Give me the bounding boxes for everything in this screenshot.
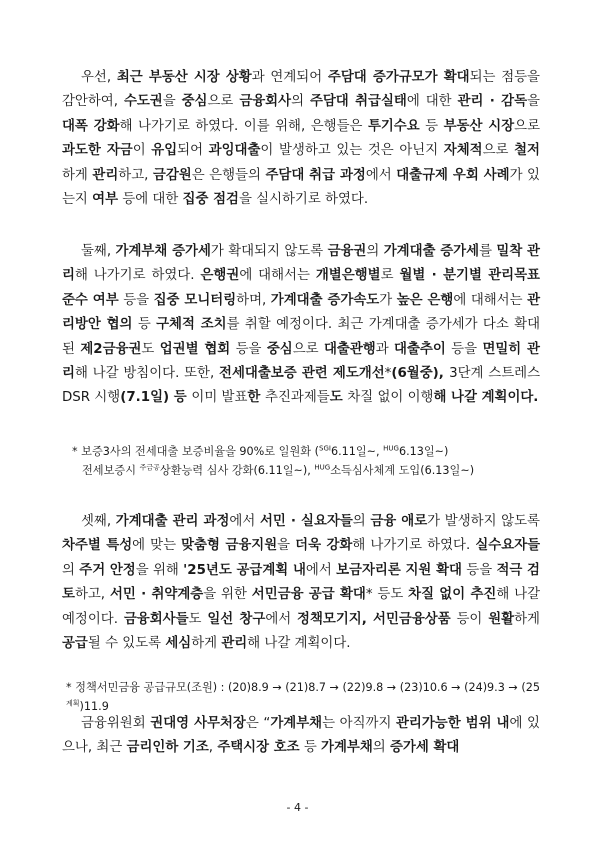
body-text: 해 나갈 예정이다. [62, 587, 541, 627]
body-text: 으로 [207, 94, 240, 110]
body-text: 이미 발표 [191, 390, 248, 406]
body-text: 이 발생하고 있는 것은 아닌지 [260, 143, 444, 159]
body-text: 가 발생하지 않도록 [427, 514, 540, 529]
body-text: 하게 [514, 611, 540, 627]
emphasis-text: 대출추이 [394, 341, 446, 357]
body-text: 의 [372, 740, 390, 756]
emphasis-text: 은행권 [200, 268, 240, 284]
body-text: 의 [62, 562, 80, 578]
emphasis-text: 정책모기지, 서민금융상품 [297, 611, 451, 627]
body-text: 으로 [482, 143, 515, 159]
footnote-line-1: * 보증3사의 전세대출 보증비율을 90%로 일원화 ($^{SGI}$6.11일~, $^{HUG}$6.13일~) [72, 444, 449, 458]
emphasis-text: 금융권 [327, 244, 367, 259]
body-text: 추진과제들 [265, 390, 330, 406]
body-text: 에 대한 [406, 94, 458, 110]
emphasis-text: 금융회사 [239, 94, 292, 110]
body-text: 은 “ [245, 716, 271, 731]
body-text: 도 [141, 341, 160, 357]
body-text: 등 [419, 118, 444, 134]
body-text: 를 취할 예정이다. 최근 가계대출 증가세가 다소 확대된 [62, 317, 541, 357]
body-text: 의 [291, 94, 310, 110]
emphasis-text: 주담대 취급실태 [309, 94, 407, 110]
body-text: 해 나가기로 하였다. 이를 위해, 은행들은 [119, 118, 368, 134]
emphasis-text: 중심 [266, 341, 293, 357]
emphasis-text: 주택시장 호조 [217, 740, 300, 756]
emphasis-text: 맞춤형 금융지원 [181, 538, 278, 554]
emphasis-text: 대출관행 [323, 341, 376, 357]
body-text: 에서 [229, 514, 260, 529]
emphasis-text: (6월중), [391, 366, 450, 382]
emphasis-text: 주담대 증가규모가 확대 [327, 70, 470, 85]
emphasis-text: 과잉대출 [208, 143, 261, 159]
body-text: 해 나갈 방침이다. 또한, [74, 366, 220, 382]
body-text: 하게 [62, 167, 93, 183]
emphasis-text: 한 [247, 390, 266, 406]
emphasis-text: 구체적 조치 [156, 317, 227, 333]
footnote-jeonse-guarantee [72, 442, 542, 480]
body-text: 등을 [230, 341, 267, 357]
emphasis-text: 금감원 [152, 167, 192, 183]
emphasis-text: 원활 [488, 611, 515, 627]
emphasis-text: 대출규제 우회 사례 [396, 167, 510, 183]
emphasis-text: 개별은행별 [315, 268, 381, 284]
body-text: 을 [277, 538, 296, 554]
body-text: 는 아직까지 [322, 716, 396, 731]
body-text: 으로 [292, 341, 324, 357]
emphasis-text: 주거 안정 [79, 562, 136, 578]
emphasis-text: 해 나갈 계획이다. [433, 390, 539, 406]
emphasis-text: 가계대출 관리 과정 [115, 514, 230, 529]
emphasis-text: 밀착 관리 [62, 244, 540, 284]
emphasis-text: 집중 모니터링 [153, 292, 237, 308]
body-text: 해 나가기로 하였다. [74, 268, 201, 284]
emphasis-text: 서민 · 취약계층 [109, 587, 204, 603]
emphasis-text: 월별 · 분기별 관리목표 준수 여부 [62, 268, 540, 308]
emphasis-text: 업권별 협회 [159, 341, 231, 357]
body-text: 에서 [365, 167, 397, 183]
body-text: 을 [162, 94, 182, 110]
emphasis-text: 과도한 자금 [62, 143, 133, 159]
body-text: 해 나가기로 하였다. [352, 538, 476, 554]
body-text: 으로 [514, 118, 541, 134]
emphasis-text: 공급 [62, 636, 88, 652]
emphasis-text: 관리 [92, 167, 119, 183]
body-text: * 등도 [365, 587, 409, 603]
body-text: 을 위한 [203, 587, 252, 603]
body-text: 되어 [177, 143, 209, 159]
body-text: 되는 점등을 감안하여, [62, 70, 540, 110]
body-text: 등에 대한 [118, 192, 183, 208]
emphasis-text: 차주별 특성 [62, 538, 133, 554]
body-text: 로 [380, 268, 400, 284]
emphasis-text: 더욱 강화 [295, 538, 353, 554]
emphasis-text: 가계부채 [270, 716, 323, 731]
body-text: 등 [299, 740, 322, 756]
body-text: 등을 [118, 292, 154, 308]
emphasis-text: 면밀히 관리 [62, 341, 540, 382]
body-text: 가 [379, 292, 397, 308]
body-text: 하며, [236, 292, 271, 308]
body-text: 에 있으나, 최근 [62, 716, 540, 756]
emphasis-text: 가계대출 증가세 [383, 244, 480, 259]
emphasis-text: 증가세 확대 [390, 740, 460, 756]
emphasis-text: 높은 은행 [396, 292, 454, 308]
footnote-policy-finance: * 정책서민금융 공급규모(조원) : $(20)8.9 \to (21)8.7 \to (22)9.8 \to (23)10.6 \to (24)9.3 \to (25^{계획})11.9$ [66, 681, 540, 713]
body-text: 가 있는지 [62, 167, 540, 208]
body-text: 의 [352, 514, 371, 529]
emphasis-text: 가계대출 증가속도 [270, 292, 380, 308]
body-text: 이 [132, 143, 152, 159]
emphasis-text: 수도권 [123, 94, 163, 110]
emphasis-text: 서민금융 공급 확대 [251, 587, 366, 603]
emphasis-text: 자체적 [443, 143, 483, 159]
emphasis-text: 여부 [92, 192, 119, 208]
body-text: 과 연계되어 [251, 70, 328, 85]
emphasis-text: 관리 [221, 636, 248, 652]
emphasis-text: 최근 부동산 시장 상황 [116, 70, 252, 85]
emphasis-text: 가계부채 [321, 740, 373, 756]
footnote-line-2: 전세보증시 $^{주금공}$상환능력 심사 강화(6.11일~), $^{HUG}$소득심사체계 도입(6.13일~) [82, 463, 475, 477]
paragraph-fourth [62, 712, 540, 761]
emphasis-text: 관리가능한 범위 내 [395, 716, 510, 731]
emphasis-text: '25년도 공급계획 내 [183, 562, 306, 578]
body-text: 에 대해서는 [453, 292, 528, 308]
emphasis-text: 집중 점검 [182, 192, 239, 208]
body-text: 등을 [461, 562, 497, 578]
paragraph-third [62, 510, 540, 656]
page-number: - 4 - [286, 801, 309, 814]
body-text: 을 위해 [135, 562, 184, 578]
body-text: 금융위원회 [81, 716, 151, 731]
paragraph-second [62, 240, 540, 411]
body-text: * [384, 366, 392, 382]
body-text: 등을 [445, 341, 483, 357]
emphasis-text: 제2금융권 [80, 341, 142, 357]
emphasis-text: 서민 · 실요자들 [259, 514, 353, 529]
emphasis-text: 실수요자들 [475, 538, 541, 554]
emphasis-text: 보금자리론 지원 확대 [336, 562, 462, 578]
body-text: 등 [132, 317, 157, 333]
emphasis-text: 철저 [514, 143, 540, 159]
body-text: 셋째, [81, 514, 116, 529]
body-text: 등이 [450, 611, 489, 627]
body-text: 하고, [74, 587, 110, 603]
body-text: 에 맞는 [132, 538, 182, 554]
emphasis-text: 부동산 시장 [443, 118, 515, 134]
emphasis-text: 관리방안 협의 [62, 292, 541, 333]
body-text: 3단계 스트레스 DSR 시행 [62, 366, 540, 406]
emphasis-text: 세심 [165, 636, 192, 652]
emphasis-text: 유입 [151, 143, 178, 159]
emphasis-text: 관리 · 감독 [457, 94, 528, 110]
body-text: 하고, [118, 167, 153, 183]
body-text: 하게 [191, 636, 222, 652]
emphasis-text: 주담대 취급 과정 [265, 167, 366, 183]
emphasis-text: 대폭 강화 [62, 118, 120, 134]
emphasis-text: 금리인하 기조 [126, 740, 209, 756]
body-text: 과 [375, 341, 395, 357]
emphasis-text: 도 [329, 390, 348, 406]
emphasis-text: 권대영 사무처장 [150, 716, 246, 731]
body-text: 둘째, [81, 244, 116, 259]
body-text: 에서 [265, 611, 298, 627]
emphasis-text: 적극 검토 [62, 562, 540, 603]
paragraph-first [62, 66, 540, 212]
body-text: 차질 없이 이행 [347, 390, 434, 406]
body-text: 를 [479, 244, 497, 259]
emphasis-text: 일선 창구 [207, 611, 266, 627]
emphasis-text: 금융 애로 [370, 514, 428, 529]
emphasis-text: 투기수요 [367, 118, 420, 134]
body-text: 에 대해서는 [239, 268, 316, 284]
body-text: 의 [366, 244, 384, 259]
body-text: 을 실시하기로 하였다. [238, 192, 369, 208]
body-text: 을 [527, 94, 540, 110]
body-text: , [208, 740, 218, 756]
body-text: 가 확대되지 않도록 [210, 244, 328, 259]
body-text: 될 수 있도록 [87, 636, 166, 652]
body-text: 은 은행들의 [191, 167, 266, 183]
emphasis-text: 전세대출보증 관련 제도개선 [219, 366, 385, 382]
body-text: 에서 [305, 562, 337, 578]
emphasis-text: 차질 없이 추진 [408, 587, 497, 603]
body-text: 도 [188, 611, 208, 627]
emphasis-text: 가계부채 증가세 [115, 244, 211, 259]
emphasis-text: 금융회사들 [123, 611, 189, 627]
emphasis-text: 중심 [181, 94, 208, 110]
body-text: 해 나갈 계획이다. [247, 636, 351, 652]
emphasis-text: (7.1일) 등 [120, 390, 192, 406]
body-text: 우선, [81, 70, 117, 85]
